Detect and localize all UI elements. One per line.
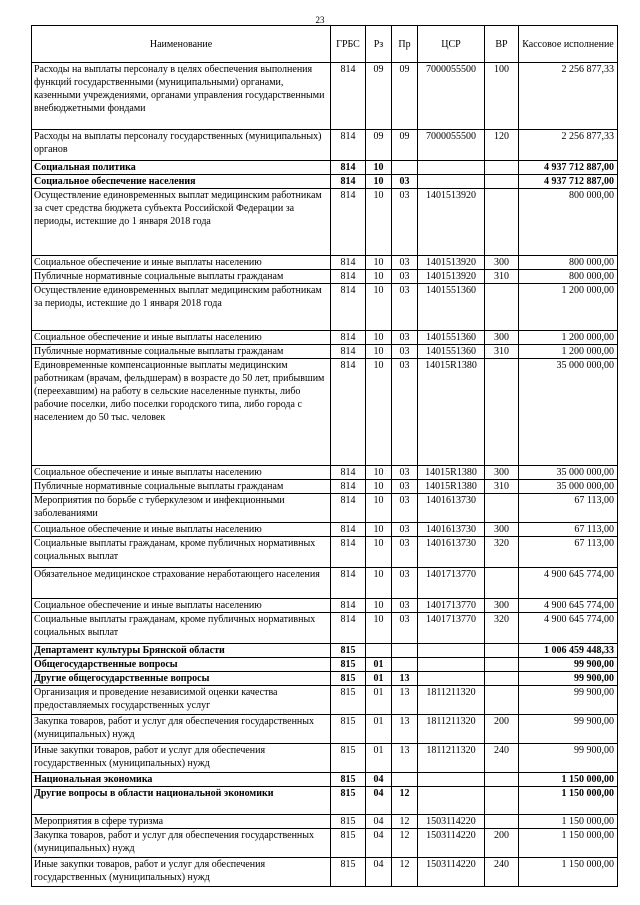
row-name-cell: Обязательное медицинское страхование неработающего населения [32, 568, 331, 599]
row-grbs-cell: 815 [331, 715, 366, 744]
table-row [32, 494, 618, 523]
row-name-cell: Осуществление единовременных выплат медицинским работникам за периоды, истекшие до 1 января 2018 года [32, 284, 331, 331]
row-sum-cell: 4 900 645 774,00 [519, 599, 618, 613]
row-pr-cell: 13 [392, 672, 418, 686]
row-csr-cell [418, 161, 485, 175]
row-rz-cell: 10 [366, 466, 392, 480]
row-sum-cell: 1 150 000,00 [519, 787, 618, 815]
row-pr-cell: 13 [392, 686, 418, 715]
row-csr-cell: 1401551360 [418, 331, 485, 345]
row-vr-cell: 240 [485, 744, 519, 773]
row-grbs-cell: 815 [331, 787, 366, 815]
row-csr-cell: 7000055500 [418, 130, 485, 161]
row-sum-cell: 35 000 000,00 [519, 466, 618, 480]
table-row [32, 658, 618, 672]
row-vr-cell: 200 [485, 715, 519, 744]
row-sum-cell: 99 900,00 [519, 686, 618, 715]
row-vr-cell: 120 [485, 130, 519, 161]
row-sum-cell: 1 200 000,00 [519, 331, 618, 345]
table-row [32, 331, 618, 345]
row-name-cell: Иные закупки товаров, работ и услуг для обеспечения государственных (муниципальных) нужд [32, 744, 331, 773]
row-vr-cell: 320 [485, 613, 519, 644]
table-row [32, 787, 618, 815]
row-pr-cell: 03 [392, 345, 418, 359]
row-grbs-cell: 814 [331, 331, 366, 345]
row-name-cell: Общегосударственные вопросы [32, 658, 331, 672]
row-grbs-cell: 815 [331, 686, 366, 715]
row-csr-cell [418, 658, 485, 672]
row-name-cell: Социальная политика [32, 161, 331, 175]
row-csr-cell [418, 175, 485, 189]
row-grbs-cell: 815 [331, 829, 366, 858]
row-pr-cell: 03 [392, 189, 418, 256]
table-row [32, 359, 618, 466]
table-row [32, 537, 618, 568]
row-csr-cell: 7000055500 [418, 63, 485, 130]
row-rz-cell: 04 [366, 858, 392, 887]
row-vr-cell [485, 284, 519, 331]
row-name-cell: Закупка товаров, работ и услуг для обеспечения государственных (муниципальных) нужд [32, 715, 331, 744]
row-rz-cell [366, 644, 392, 658]
row-vr-cell: 200 [485, 829, 519, 858]
row-grbs-cell: 814 [331, 161, 366, 175]
table-row [32, 345, 618, 359]
row-pr-cell [392, 644, 418, 658]
row-pr-cell: 03 [392, 359, 418, 466]
table-row [32, 613, 618, 644]
row-rz-cell: 10 [366, 175, 392, 189]
row-pr-cell: 12 [392, 829, 418, 858]
row-rz-cell: 10 [366, 480, 392, 494]
row-vr-cell [485, 644, 519, 658]
row-name-cell: Осуществление единовременных выплат медицинским работникам за счет средства бюджета субъекта Российской Федерации за периоды, истекшие до 1 января 2018 года [32, 189, 331, 256]
row-rz-cell: 10 [366, 359, 392, 466]
row-rz-cell: 04 [366, 773, 392, 787]
row-name-cell: Другие общегосударственные вопросы [32, 672, 331, 686]
row-sum-cell: 99 900,00 [519, 658, 618, 672]
row-sum-cell: 67 113,00 [519, 523, 618, 537]
row-rz-cell: 10 [366, 599, 392, 613]
row-grbs-cell: 814 [331, 613, 366, 644]
row-pr-cell: 03 [392, 494, 418, 523]
row-grbs-cell: 814 [331, 270, 366, 284]
row-grbs-cell: 814 [331, 63, 366, 130]
table-row [32, 161, 618, 175]
row-name-cell: Социальное обеспечение населения [32, 175, 331, 189]
row-vr-cell [485, 815, 519, 829]
row-csr-cell: 1503114220 [418, 815, 485, 829]
table-row [32, 815, 618, 829]
row-sum-cell: 800 000,00 [519, 256, 618, 270]
row-pr-cell: 03 [392, 331, 418, 345]
row-pr-cell: 12 [392, 815, 418, 829]
row-pr-cell: 13 [392, 715, 418, 744]
row-grbs-cell: 815 [331, 815, 366, 829]
row-pr-cell [392, 773, 418, 787]
row-name-cell: Социальное обеспечение и иные выплаты населению [32, 331, 331, 345]
row-pr-cell: 03 [392, 599, 418, 613]
row-sum-cell: 1 150 000,00 [519, 773, 618, 787]
table-row [32, 175, 618, 189]
row-csr-cell: 1811211320 [418, 744, 485, 773]
header-sum: Кассовое исполнение [519, 26, 618, 63]
row-rz-cell: 10 [366, 256, 392, 270]
row-grbs-cell: 814 [331, 359, 366, 466]
budget-execution-table [31, 25, 618, 887]
row-name-cell: Социальные выплаты гражданам, кроме публичных нормативных социальных выплат [32, 613, 331, 644]
row-sum-cell: 99 900,00 [519, 715, 618, 744]
row-grbs-cell: 814 [331, 523, 366, 537]
row-pr-cell: 03 [392, 284, 418, 331]
row-sum-cell: 99 900,00 [519, 672, 618, 686]
row-grbs-cell: 814 [331, 537, 366, 568]
row-csr-cell: 14015R1380 [418, 466, 485, 480]
row-name-cell: Расходы на выплаты персоналу в целях обеспечения выполнения функций государственными (муниципальными) органами, казенными учреждениями, органами управления государственными внебюджетными фондами [32, 63, 331, 130]
row-rz-cell: 09 [366, 63, 392, 130]
row-vr-cell: 300 [485, 599, 519, 613]
row-rz-cell: 10 [366, 161, 392, 175]
row-csr-cell: 1401513920 [418, 256, 485, 270]
row-vr-cell: 310 [485, 345, 519, 359]
row-name-cell: Социальные выплаты гражданам, кроме публичных нормативных социальных выплат [32, 537, 331, 568]
table-row [32, 284, 618, 331]
row-rz-cell: 10 [366, 613, 392, 644]
row-sum-cell: 35 000 000,00 [519, 359, 618, 466]
row-csr-cell: 1811211320 [418, 686, 485, 715]
row-sum-cell: 1 150 000,00 [519, 815, 618, 829]
row-name-cell: Иные закупки товаров, работ и услуг для обеспечения государственных (муниципальных) нужд [32, 858, 331, 887]
row-pr-cell: 03 [392, 537, 418, 568]
row-vr-cell: 320 [485, 537, 519, 568]
row-vr-cell [485, 175, 519, 189]
row-vr-cell [485, 686, 519, 715]
row-csr-cell: 1401713770 [418, 568, 485, 599]
row-grbs-cell: 814 [331, 480, 366, 494]
row-sum-cell: 4 900 645 774,00 [519, 568, 618, 599]
row-rz-cell: 10 [366, 494, 392, 523]
row-csr-cell: 14015R1380 [418, 480, 485, 494]
row-grbs-cell: 815 [331, 773, 366, 787]
row-pr-cell: 03 [392, 480, 418, 494]
table-row [32, 829, 618, 858]
row-pr-cell: 03 [392, 256, 418, 270]
row-sum-cell: 1 150 000,00 [519, 829, 618, 858]
header-grbs: ГРБС [331, 26, 366, 63]
row-vr-cell [485, 787, 519, 815]
row-sum-cell: 67 113,00 [519, 537, 618, 568]
row-csr-cell: 14015R1380 [418, 359, 485, 466]
row-grbs-cell: 814 [331, 568, 366, 599]
row-name-cell: Национальная экономика [32, 773, 331, 787]
row-rz-cell: 01 [366, 686, 392, 715]
row-name-cell: Социальное обеспечение и иные выплаты населению [32, 599, 331, 613]
row-pr-cell [392, 658, 418, 672]
table-row [32, 672, 618, 686]
row-grbs-cell: 814 [331, 130, 366, 161]
page-number: 23 [315, 15, 325, 25]
row-csr-cell: 1811211320 [418, 715, 485, 744]
row-name-cell: Департамент культуры Брянской области [32, 644, 331, 658]
row-csr-cell: 1503114220 [418, 858, 485, 887]
row-rz-cell: 01 [366, 744, 392, 773]
row-sum-cell: 67 113,00 [519, 494, 618, 523]
row-grbs-cell: 814 [331, 345, 366, 359]
row-vr-cell [485, 359, 519, 466]
row-rz-cell: 04 [366, 787, 392, 815]
row-vr-cell [485, 658, 519, 672]
row-sum-cell: 2 256 877,33 [519, 130, 618, 161]
row-sum-cell: 800 000,00 [519, 270, 618, 284]
row-csr-cell: 1401513920 [418, 270, 485, 284]
row-name-cell: Публичные нормативные социальные выплаты гражданам [32, 345, 331, 359]
row-sum-cell: 2 256 877,33 [519, 63, 618, 130]
row-name-cell: Публичные нормативные социальные выплаты гражданам [32, 480, 331, 494]
row-name-cell: Закупка товаров, работ и услуг для обеспечения государственных (муниципальных) нужд [32, 829, 331, 858]
row-rz-cell: 10 [366, 537, 392, 568]
row-pr-cell: 09 [392, 63, 418, 130]
table-row [32, 189, 618, 256]
row-rz-cell: 04 [366, 829, 392, 858]
row-csr-cell: 1401551360 [418, 345, 485, 359]
row-grbs-cell: 815 [331, 858, 366, 887]
row-rz-cell: 04 [366, 815, 392, 829]
row-vr-cell: 300 [485, 466, 519, 480]
row-csr-cell [418, 672, 485, 686]
row-vr-cell [485, 189, 519, 256]
row-sum-cell: 99 900,00 [519, 744, 618, 773]
table-header-row [32, 26, 618, 63]
row-sum-cell: 1 150 000,00 [519, 858, 618, 887]
row-sum-cell: 4 937 712 887,00 [519, 175, 618, 189]
row-rz-cell: 01 [366, 658, 392, 672]
row-rz-cell: 10 [366, 270, 392, 284]
row-rz-cell: 01 [366, 672, 392, 686]
row-vr-cell: 240 [485, 858, 519, 887]
row-pr-cell: 03 [392, 568, 418, 599]
table-row [32, 270, 618, 284]
table-row [32, 256, 618, 270]
row-pr-cell: 12 [392, 858, 418, 887]
row-vr-cell: 300 [485, 523, 519, 537]
row-sum-cell: 1 006 459 448,33 [519, 644, 618, 658]
row-grbs-cell: 815 [331, 672, 366, 686]
row-csr-cell: 1401613730 [418, 537, 485, 568]
row-csr-cell [418, 773, 485, 787]
row-grbs-cell: 814 [331, 175, 366, 189]
row-sum-cell: 1 200 000,00 [519, 345, 618, 359]
row-vr-cell: 300 [485, 331, 519, 345]
row-csr-cell: 1401613730 [418, 523, 485, 537]
row-rz-cell: 09 [366, 130, 392, 161]
row-grbs-cell: 814 [331, 189, 366, 256]
row-pr-cell: 13 [392, 744, 418, 773]
row-pr-cell: 09 [392, 130, 418, 161]
row-csr-cell [418, 787, 485, 815]
row-sum-cell: 800 000,00 [519, 189, 618, 256]
row-name-cell: Мероприятия в сфере туризма [32, 815, 331, 829]
header-name: Наименование [32, 26, 331, 63]
table-row [32, 773, 618, 787]
row-name-cell: Социальное обеспечение и иные выплаты населению [32, 466, 331, 480]
row-vr-cell [485, 773, 519, 787]
row-sum-cell: 1 200 000,00 [519, 284, 618, 331]
row-csr-cell: 1503114220 [418, 829, 485, 858]
table-row [32, 480, 618, 494]
row-pr-cell [392, 161, 418, 175]
row-csr-cell: 1401713770 [418, 599, 485, 613]
header-vr: ВР [485, 26, 519, 63]
row-rz-cell: 10 [366, 568, 392, 599]
row-pr-cell: 03 [392, 466, 418, 480]
header-pr: Пр [392, 26, 418, 63]
row-csr-cell [418, 644, 485, 658]
row-sum-cell: 4 900 645 774,00 [519, 613, 618, 644]
row-rz-cell: 01 [366, 715, 392, 744]
row-name-cell: Социальное обеспечение и иные выплаты населению [32, 256, 331, 270]
header-csr: ЦСР [418, 26, 485, 63]
row-pr-cell: 03 [392, 175, 418, 189]
row-name-cell: Единовременные компенсационные выплаты медицинским работникам (врачам, фельдшерам) в возрасте до 50 лет, прибывшим (переехавшим) на работу в сельские населенные пункты, либо рабочие поселки, либо поселки городского типа, либо города с населением до 50 тыс. человек [32, 359, 331, 466]
row-name-cell: Другие вопросы в области национальной экономики [32, 787, 331, 815]
row-sum-cell: 35 000 000,00 [519, 480, 618, 494]
row-name-cell: Мероприятия по борьбе с туберкулезом и инфекционными заболеваниями [32, 494, 331, 523]
row-csr-cell: 1401613730 [418, 494, 485, 523]
row-grbs-cell: 815 [331, 744, 366, 773]
row-vr-cell: 300 [485, 256, 519, 270]
row-pr-cell: 03 [392, 613, 418, 644]
row-vr-cell [485, 161, 519, 175]
row-vr-cell [485, 672, 519, 686]
table-row [32, 644, 618, 658]
table-row [32, 568, 618, 599]
row-grbs-cell: 815 [331, 644, 366, 658]
row-rz-cell: 10 [366, 331, 392, 345]
row-pr-cell: 03 [392, 523, 418, 537]
row-name-cell: Расходы на выплаты персоналу государственных (муниципальных) органов [32, 130, 331, 161]
table-row [32, 686, 618, 715]
row-pr-cell: 03 [392, 270, 418, 284]
table-row [32, 523, 618, 537]
row-name-cell: Социальное обеспечение и иные выплаты населению [32, 523, 331, 537]
table-row [32, 858, 618, 887]
row-grbs-cell: 815 [331, 658, 366, 672]
row-rz-cell: 10 [366, 189, 392, 256]
table-row [32, 744, 618, 773]
row-rz-cell: 10 [366, 523, 392, 537]
table-row [32, 715, 618, 744]
row-vr-cell [485, 568, 519, 599]
row-vr-cell: 100 [485, 63, 519, 130]
table-row [32, 130, 618, 161]
row-vr-cell: 310 [485, 480, 519, 494]
row-name-cell: Организация и проведение независимой оценки качества предоставляемых государственных услуг [32, 686, 331, 715]
row-grbs-cell: 814 [331, 599, 366, 613]
table-row [32, 599, 618, 613]
row-grbs-cell: 814 [331, 284, 366, 331]
row-csr-cell: 1401713770 [418, 613, 485, 644]
row-grbs-cell: 814 [331, 494, 366, 523]
row-pr-cell: 12 [392, 787, 418, 815]
row-sum-cell: 4 937 712 887,00 [519, 161, 618, 175]
row-rz-cell: 10 [366, 284, 392, 331]
row-vr-cell [485, 494, 519, 523]
row-csr-cell: 1401551360 [418, 284, 485, 331]
row-csr-cell: 1401513920 [418, 189, 485, 256]
row-rz-cell: 10 [366, 345, 392, 359]
row-grbs-cell: 814 [331, 256, 366, 270]
header-rz: Рз [366, 26, 392, 63]
row-vr-cell: 310 [485, 270, 519, 284]
row-name-cell: Публичные нормативные социальные выплаты гражданам [32, 270, 331, 284]
row-grbs-cell: 814 [331, 466, 366, 480]
table-row [32, 466, 618, 480]
table-row [32, 63, 618, 130]
